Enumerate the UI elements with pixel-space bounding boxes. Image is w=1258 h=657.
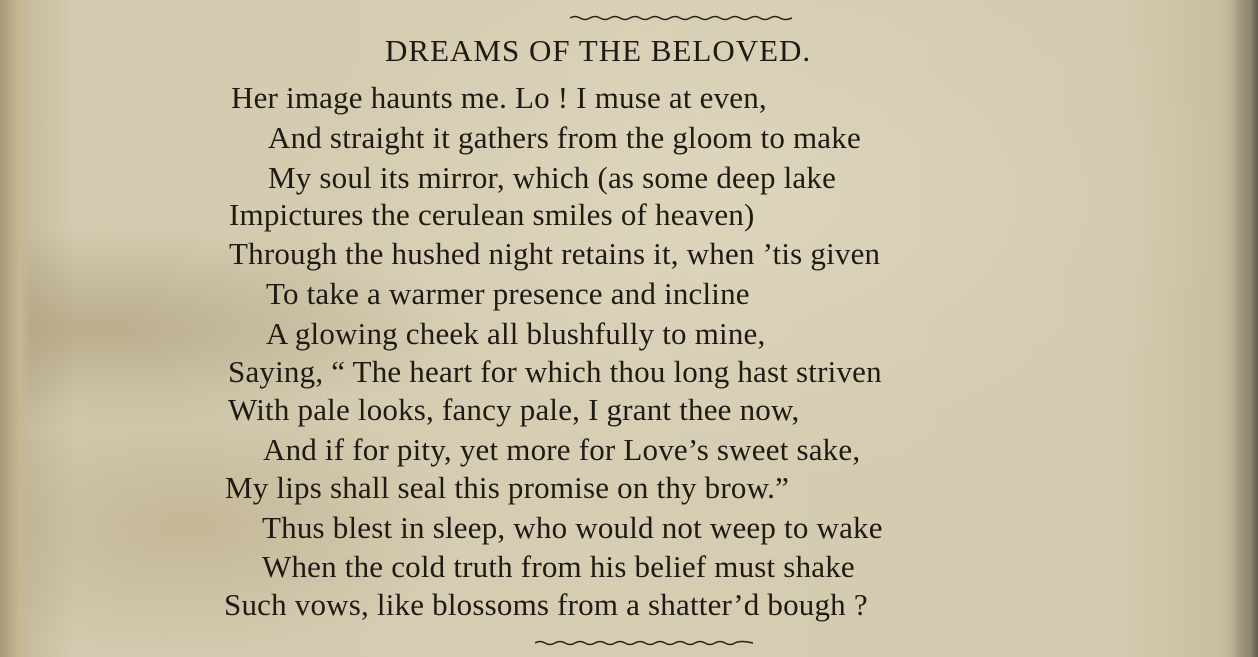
poem-line: My soul its mirror, which (as some deep lake [268, 160, 837, 195]
top-ornamental-rule [570, 15, 792, 21]
poem-line: My lips shall seal this promise on thy brow.” [225, 470, 790, 505]
page-right-edge [1232, 0, 1258, 657]
poem-line: With pale looks, fancy pale, I grant thee now, [228, 392, 800, 427]
poem-line: Impictures the cerulean smiles of heaven) [229, 197, 755, 232]
poem-title: DREAMS OF THE BELOVED. [385, 33, 812, 68]
page-left-edge [0, 0, 32, 657]
poem-line: Thus blest in sleep, who would not weep to wake [262, 510, 883, 545]
poem-line: Through the hushed night retains it, when ’tis given [229, 236, 881, 271]
poem-line: A glowing cheek all blushfully to mine, [266, 316, 766, 351]
poem-line: To take a warmer presence and incline [266, 276, 750, 311]
poem-line: Such vows, like blossoms from a shatter’d bough ? [224, 587, 868, 622]
poem-line: When the cold truth from his belief must shake [262, 549, 855, 584]
poem-line: And if for pity, yet more for Love’s sweet sake, [263, 432, 861, 467]
poem-line: Her image haunts me. Lo ! I muse at even, [231, 80, 767, 115]
bottom-ornamental-rule [535, 640, 753, 646]
poem-line: And straight it gathers from the gloom to make [268, 120, 861, 155]
poem-line: Saying, “ The heart for which thou long hast striven [228, 354, 882, 389]
